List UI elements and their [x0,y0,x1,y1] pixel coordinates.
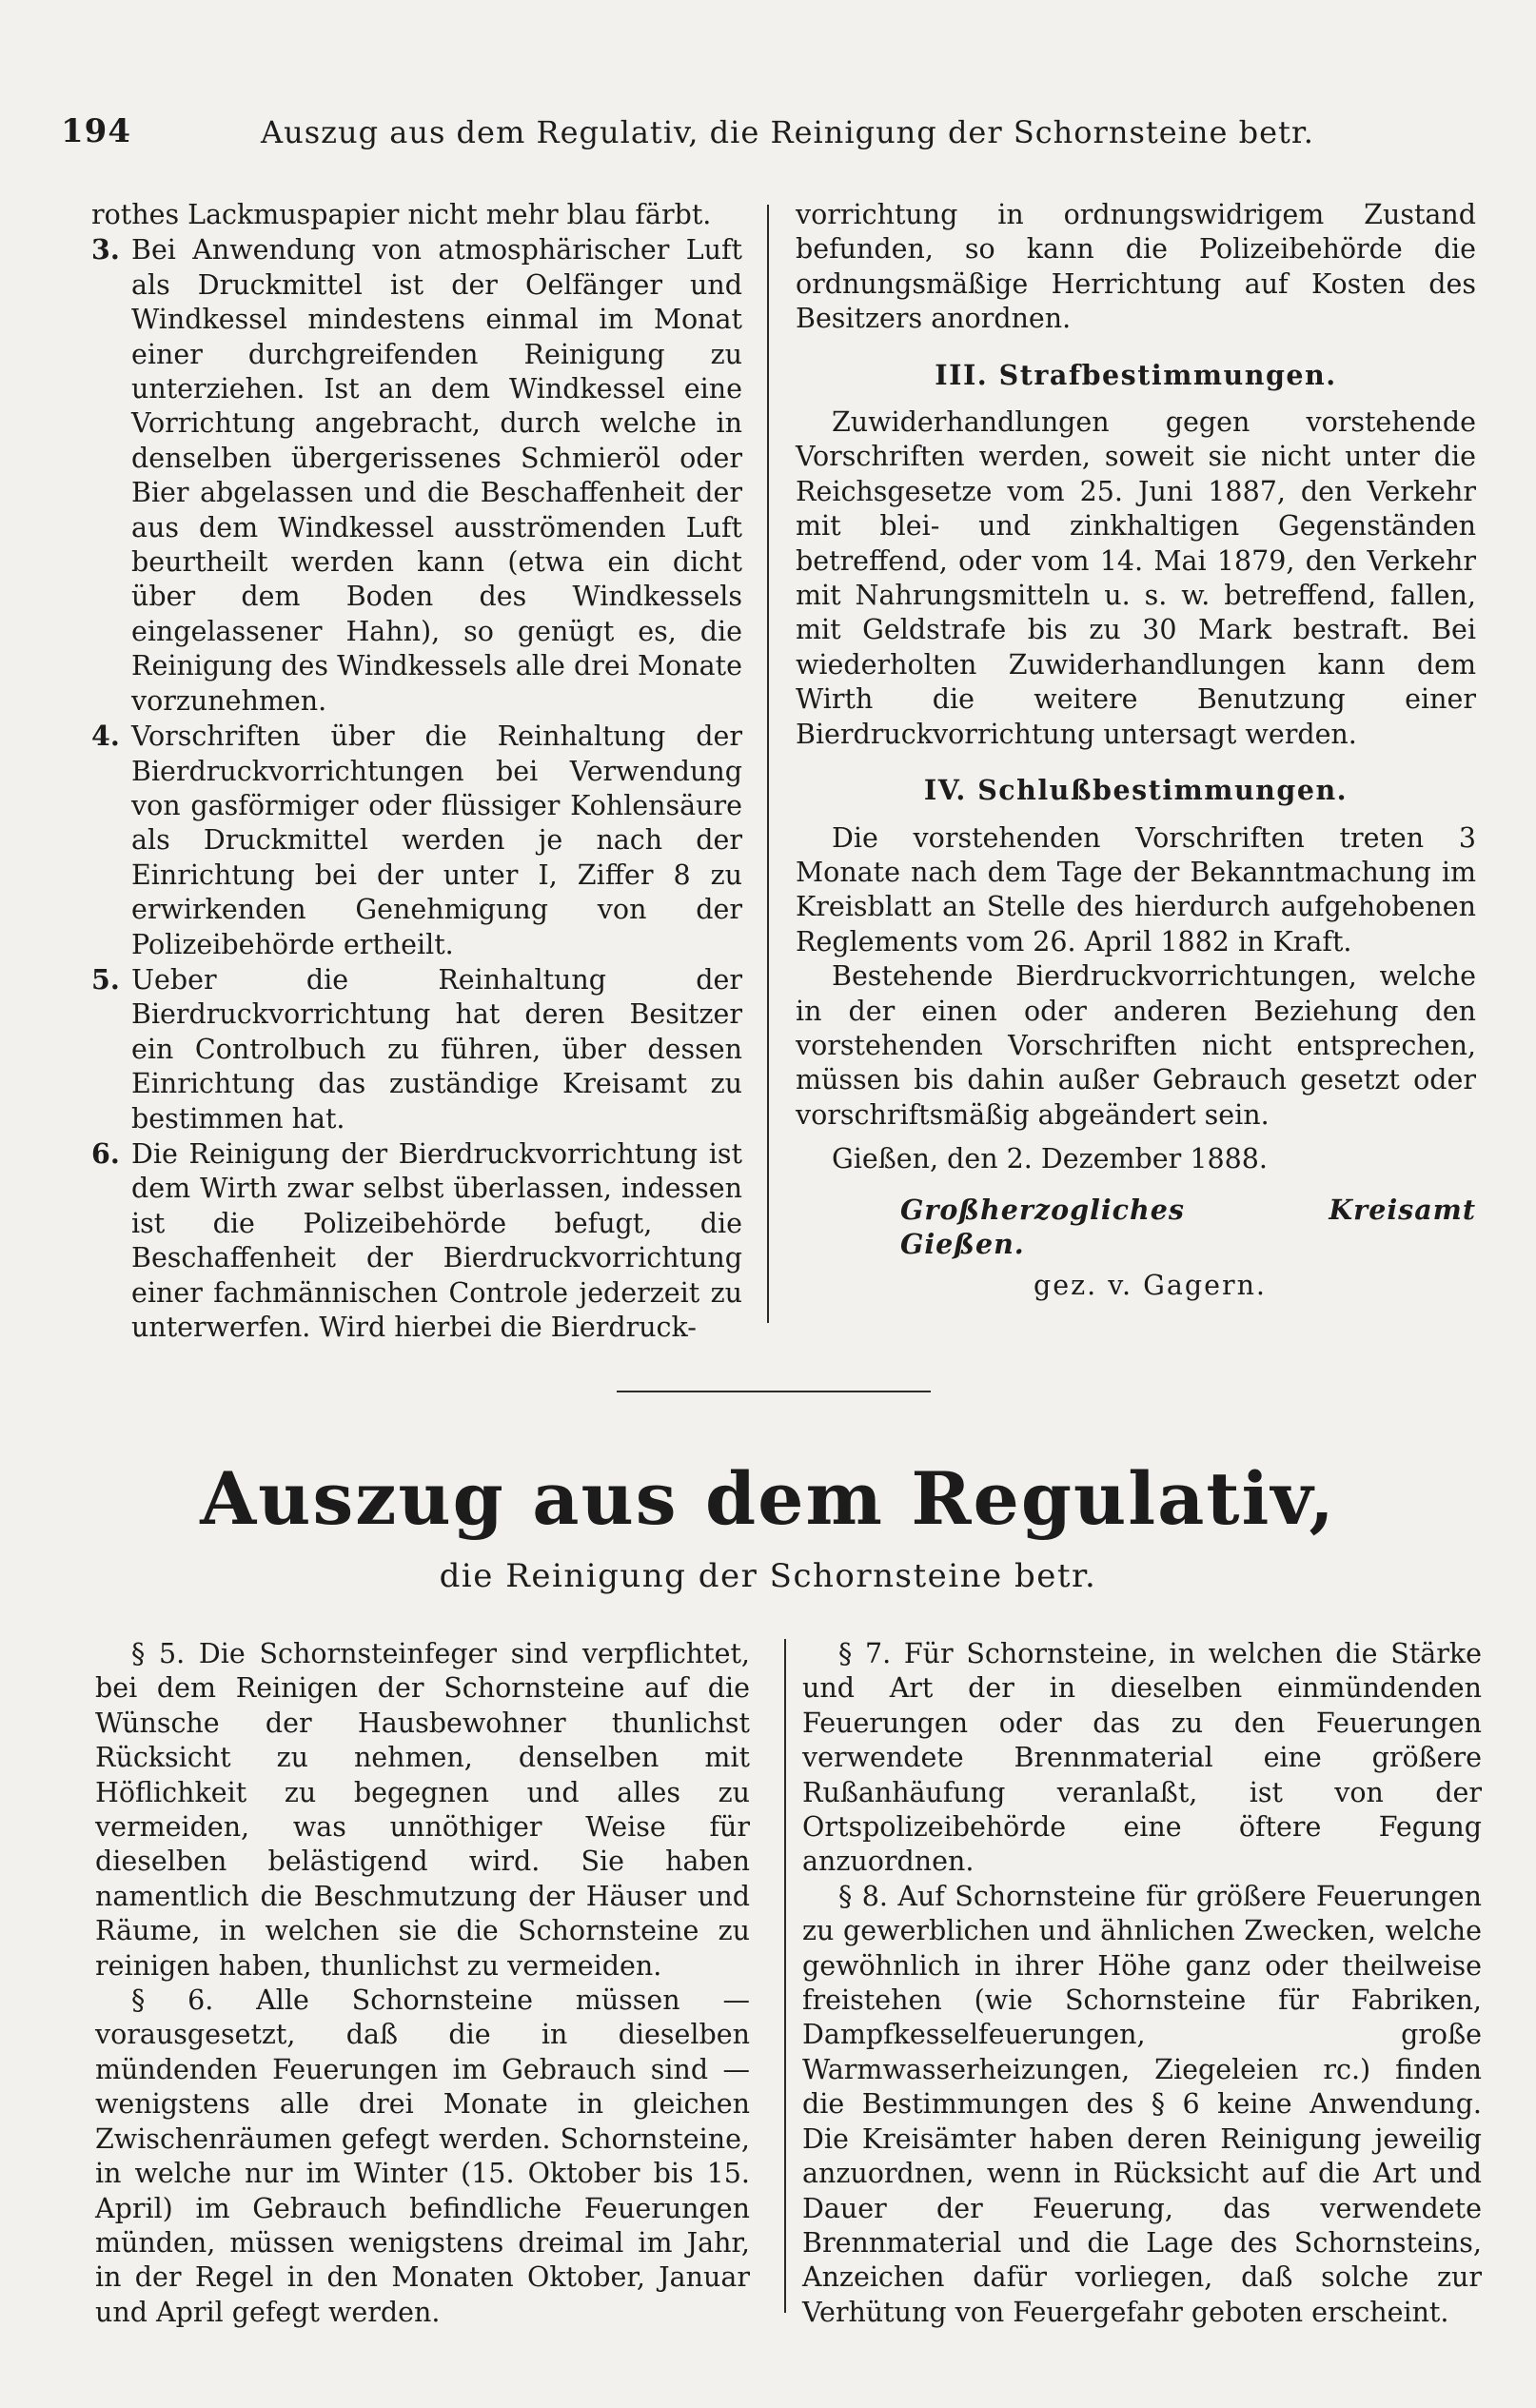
section-iv-text: Bestehende Bierdruckvorrichtungen, welche in der einen oder anderen Beziehung den vorstehenden Vorschriften nicht entsprechen, müssen bis dahin außer Gebrauch gesetzt oder vorschriftsmäßig abgeändert sein. [796,960,1476,1131]
left-column-bottom [95,1637,750,2330]
list-item [91,719,742,962]
section-iv-text: Die vorstehenden Vorschriften treten 3 Monate nach dem Tage der Bekanntmachung im Kreisblatt an Stelle des hierdurch aufgehobenen Reglements vom 26. April 1882 in Kraft. [796,821,1476,957]
page-number: 194 [61,112,131,150]
column-divider-top [767,205,769,1323]
continuation-text: vorrichtung in ordnungswidrigem Zustand befunden, so kann die Polizeibehörde die ordnungsmäßige Herrichtung auf Kosten des Besitzers anordnen. [796,199,1476,335]
paragraph-7: § 7. Für Schornsteine, in welchen die Stärke und Art der in dieselben einmündenden Feuerungen oder das zu den Feuerungen verwendete Brennmaterial eine größere Rußanhäufung veranlaßt, ist von der Ortspolizeibehörde eine öftere Fegung anzuordnen. [802,1638,1482,1878]
list-item [91,962,742,1136]
section-heading-iii: III. Strafbestimmungen. [935,358,1337,391]
main-title: Auszug aus dem Regulativ, [200,1456,1336,1541]
page-header [61,112,1469,162]
item-text: Vorschriften über die Reinhaltung der Bierdruckvorrichtungen bei Verwendung von gasförmiger oder flüssiger Kohlensäure als Druckmittel werden je nach der Einrichtung bei der unter I, Ziffer 8 zu erwirkenden Genehmigung von der Polizeibehörde ertheilt. [131,720,742,960]
item-number: 4. [91,720,120,753]
item-number: 3. [91,233,120,266]
item-number: 5. [91,962,120,996]
item-text: Die Reinigung der Bierdruckvorrichtung ist dem Wirth zwar selbst überlassen, indessen ist die Polizeibehörde befugt, die Beschaffenheit der Bierdruckvorrichtung einer fachmännischen Controle jederzeit zu unterwerfen. Wird hierbei die Bierdruck- [131,1137,742,1343]
item-number: 6. [91,1136,120,1170]
section-divider [617,1391,931,1392]
continuation-text: rothes Lackmuspapier nicht mehr blau färbt. [91,199,712,230]
signed-by: gez. v. Gagern. [1034,1270,1267,1302]
item-text: Ueber die Reinhaltung der Bierdruckvorrichtung hat deren Besitzer ein Controlbuch zu führen, über dessen Einrichtung das zuständige Kreisamt zu bestimmen hat. [131,963,742,1135]
right-column-top [796,198,1476,1304]
list-item [91,1136,742,1345]
item-text: Bei Anwendung von atmosphärischer Luft als Druckmittel ist der Oelfänger und Windkessel mindestens einmal im Monat einer durchgreifenden Reinigung zu unterziehen. Ist an dem Windkessel eine Vorrichtung angebracht, durch welche in denselben übergerissenes Schmieröl oder Bier abgelassen und die Beschaffenheit der aus dem Windkessel ausströmenden Luft beurtheilt werden kann (etwa ein dicht über dem Boden des Windkessels eingelassener Hahn), so genügt es, die Reinigung des Windkessels alle drei Monate vorzunehmen. [131,234,742,717]
paragraph-5: § 5. Die Schornsteinfeger sind verpflichtet, bei dem Reinigen der Schornsteine auf die Wünsche der Hausbewohner thunlichst Rücksicht zu nehmen, denselben mit Höflichkeit zu begegnen und alles zu vermeiden, was unnöthiger Weise für dieselben belästigend wird. Sie haben namentlich die Beschmutzung der Häuser und Räume, in welchen sie die Schornsteine zu reinigen haben, thunlichst zu vermeiden. [95,1638,750,1982]
paragraph-6: § 6. Alle Schornsteine müssen — vorausgesetzt, daß die in dieselben mündenden Feuerungen im Gebrauch sind — wenigstens alle drei Monate in gleichen Zwischenräumen gefegt werden. Schornsteine, in welche nur im Winter (15. Oktober bis 15. April) im Gebrauch befindliche Feuerungen münden, müssen wenigstens dreimal im Jahr, in der Regel in den Monaten Oktober, Januar und April gefegt werden. [95,1984,750,2328]
signature: Großherzogliches Kreisamt Gießen. [900,1193,1476,1260]
right-column-bottom [802,1637,1482,2330]
paragraph-8: § 8. Auf Schornsteine für größere Feuerungen zu gewerblichen und ähnlichen Zwecken, welche gewöhnlich in ihrer Höhe ganz oder theilweise freistehen (wie Schornsteine für Fabriken, Dampfkesselfeuerungen, große Warmwasserheizungen, Ziegeleien rc.) finden die Bestimmungen des § 6 keine Anwendung. Die Kreisämter haben deren Reinigung jeweilig anzuordnen, wenn in Rücksicht auf die Art und Dauer der Feuerung, das verwendete Brennmaterial und die Lage des Schornsteins, Anzeichen dafür vorliegen, daß solche zur Verhütung von Feuergefahr geboten erscheint. [802,1880,1482,2328]
left-column-top [91,198,742,1345]
main-subtitle: die Reinigung der Schornsteine betr. [439,1557,1097,1595]
list-item [91,232,742,719]
date-line: Gießen, den 2. Dezember 1888. [832,1143,1268,1175]
column-divider-bottom [784,1639,786,2313]
section-iii-text: Zuwiderhandlungen gegen vorstehende Vorschriften werden, soweit sie nicht unter die Reichsgesetze vom 25. Juni 1887, den Verkehr mit blei- und zinkhaltigen Gegenständen betreffend, oder vom 14. Mai 1879, den Verkehr mit Nahrungsmitteln u. s. w. betreffend, fallen, mit Geldstrafe bis zu 30 Mark bestraft. Bei wiederholten Zuwiderhandlungen kann dem Wirth die weitere Benutzung einer Bierdruckvorrichtung untersagt werden. [796,406,1476,750]
section-heading-iv: IV. Schlußbestimmungen. [923,774,1349,807]
running-head: Auszug aus dem Regulativ, die Reinigung der Schornsteine betr. [261,114,1314,150]
